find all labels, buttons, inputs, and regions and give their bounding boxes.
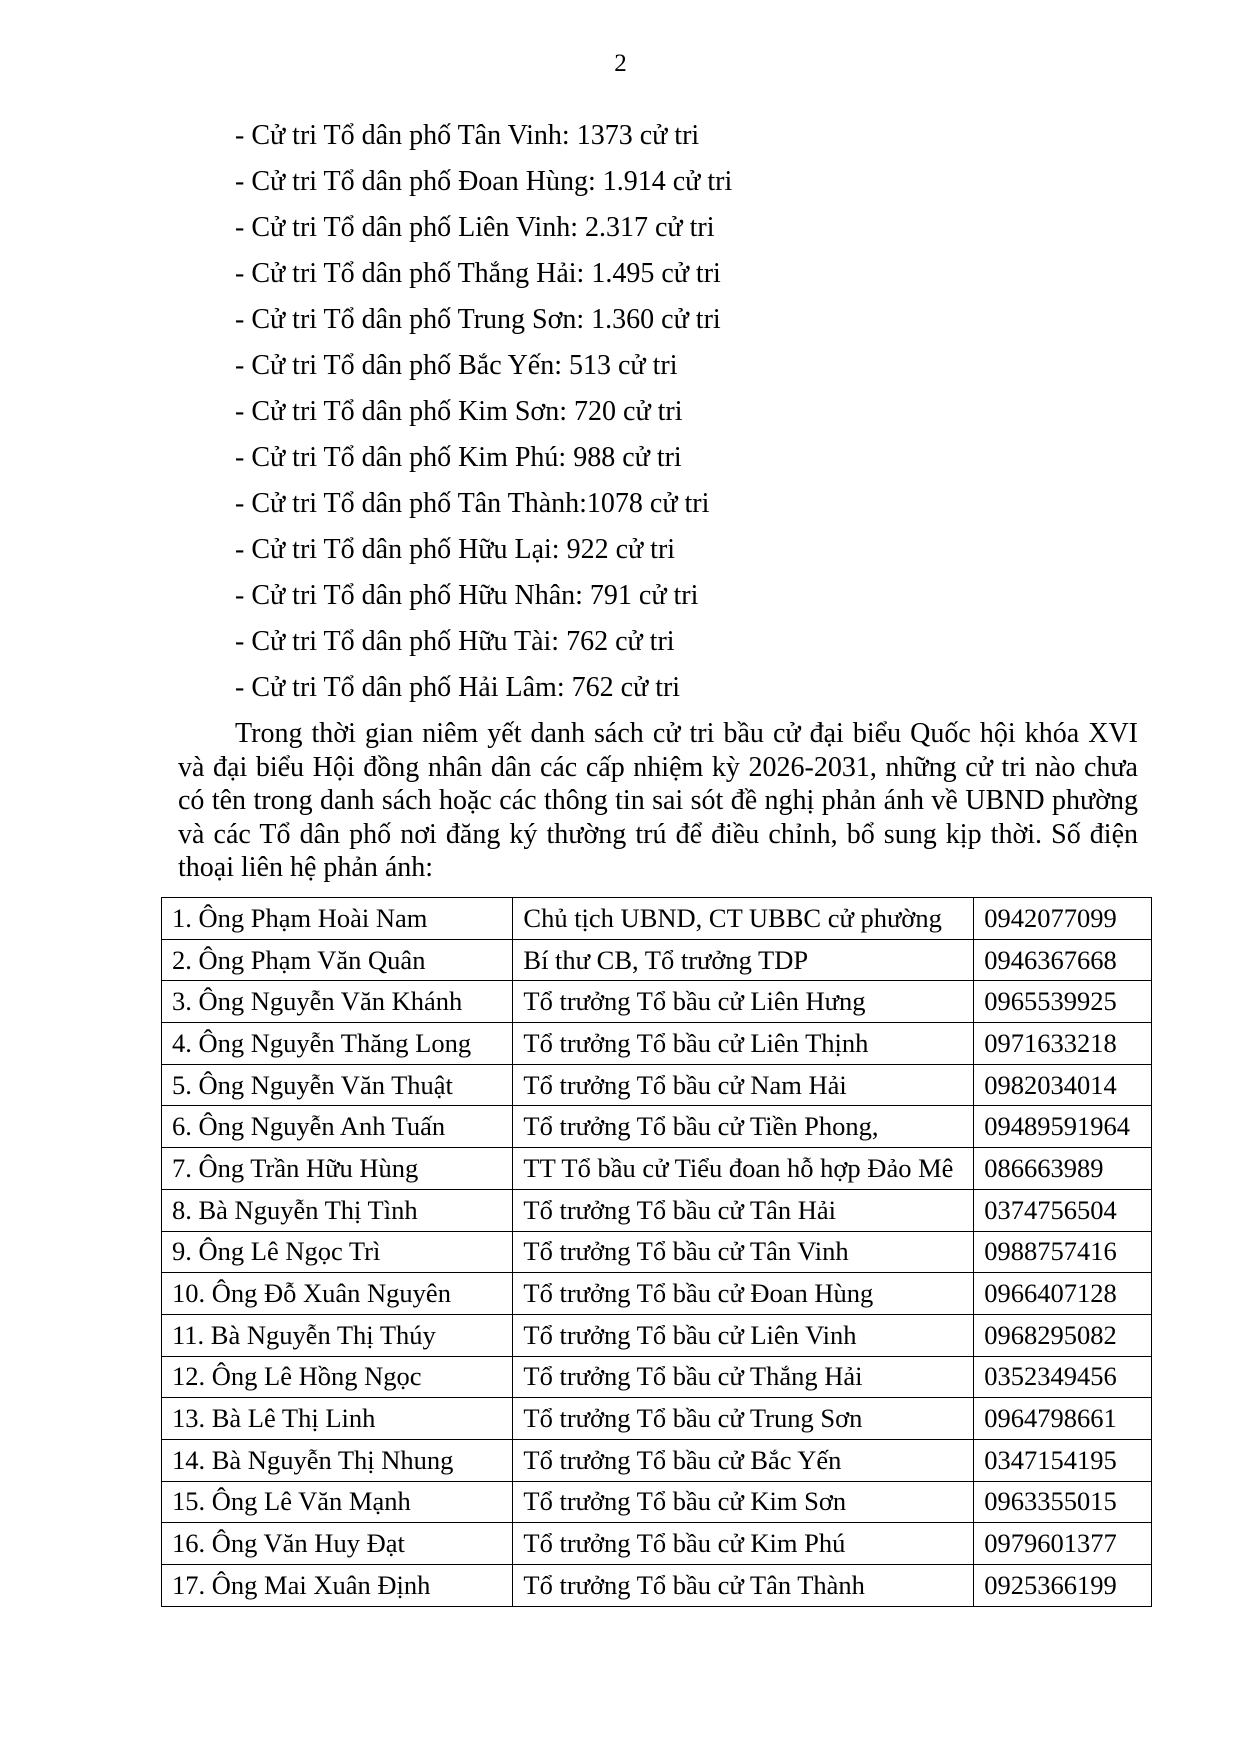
contact-phone-cell: 09489591964 bbox=[974, 1106, 1152, 1148]
contact-role-cell: Tổ trưởng Tổ bầu cử Liên Hưng bbox=[513, 981, 974, 1023]
voter-count-item: - Cử tri Tổ dân phố Hữu Nhân: 791 cử tri bbox=[235, 580, 699, 611]
contact-phone-cell: 0971633218 bbox=[974, 1023, 1152, 1065]
voter-count-list bbox=[235, 113, 732, 711]
voter-count-item: - Cử tri Tổ dân phố Kim Phú: 988 cử tri bbox=[235, 442, 682, 473]
contact-name-cell: 9. Ông Lê Ngọc Trì bbox=[162, 1231, 513, 1273]
contact-table bbox=[161, 897, 1152, 1607]
contact-phone-cell: 0946367668 bbox=[974, 939, 1152, 981]
contact-phone-cell: 0982034014 bbox=[974, 1064, 1152, 1106]
contact-role-cell: Tổ trưởng Tổ bầu cử Tân Thành bbox=[513, 1565, 974, 1607]
contact-phone-cell: 0347154195 bbox=[974, 1439, 1152, 1481]
voter-count-item: - Cử tri Tổ dân phố Tân Vinh: 1373 cử tri bbox=[235, 120, 700, 151]
table-row bbox=[162, 1481, 1152, 1523]
contact-name-cell: 10. Ông Đỗ Xuân Nguyên bbox=[162, 1273, 513, 1315]
contact-phone-cell: 0352349456 bbox=[974, 1356, 1152, 1398]
contact-role-cell: Tổ trưởng Tổ bầu cử Tiền Phong, bbox=[513, 1106, 974, 1148]
contact-name-cell: 6. Ông Nguyễn Anh Tuấn bbox=[162, 1106, 513, 1148]
contact-phone-cell: 086663989 bbox=[974, 1148, 1152, 1190]
contact-name-cell: 17. Ông Mai Xuân Định bbox=[162, 1565, 513, 1607]
voter-count-item: - Cử tri Tổ dân phố Đoan Hùng: 1.914 cử tri bbox=[235, 166, 733, 197]
contact-phone-cell: 0968295082 bbox=[974, 1314, 1152, 1356]
contact-name-cell: 3. Ông Nguyễn Văn Khánh bbox=[162, 981, 513, 1023]
contact-phone-cell: 0988757416 bbox=[974, 1231, 1152, 1273]
table-row bbox=[162, 939, 1152, 981]
voter-count-item: - Cử tri Tổ dân phố Hải Lâm: 762 cử tri bbox=[235, 672, 681, 703]
voter-count-item: - Cử tri Tổ dân phố Hữu Tài: 762 cử tri bbox=[235, 626, 675, 657]
voter-count-item: - Cử tri Tổ dân phố Bắc Yến: 513 cử tri bbox=[235, 350, 678, 381]
contact-phone-cell: 0942077099 bbox=[974, 898, 1152, 940]
table-row bbox=[162, 1398, 1152, 1440]
notice-paragraph: Trong thời gian niêm yết danh sách cử tri bầu cử đại biểu Quốc hội khóa XVI và đại biểu Hội đồng nhân dân các cấp nhiệm kỳ 2026-2031, những cử tri nào chưa có tên trong danh sách hoặc các thông tin sai sót đề nghị phản ánh về UBND phường và các Tổ dân phố nơi đăng ký thường trú để điều chỉnh, bổ sung kịp thời. Số điện thoại liên hệ phản ánh: bbox=[178, 718, 1138, 883]
table-row bbox=[162, 1565, 1152, 1607]
table-row bbox=[162, 1231, 1152, 1273]
contact-role-cell: Tổ trưởng Tổ bầu cử Trung Sơn bbox=[513, 1398, 974, 1440]
contact-role-cell: Tổ trưởng Tổ bầu cử Nam Hải bbox=[513, 1064, 974, 1106]
table-row bbox=[162, 1273, 1152, 1315]
voter-count-item: - Cử tri Tổ dân phố Tân Thành:1078 cử tri bbox=[235, 488, 710, 519]
contact-name-cell: 5. Ông Nguyễn Văn Thuật bbox=[162, 1064, 513, 1106]
contact-name-cell: 4. Ông Nguyễn Thăng Long bbox=[162, 1023, 513, 1065]
contact-role-cell: Tổ trưởng Tổ bầu cử Kim Phú bbox=[513, 1523, 974, 1565]
contact-role-cell: Tổ trưởng Tổ bầu cử Đoan Hùng bbox=[513, 1273, 974, 1315]
contact-phone-cell: 0966407128 bbox=[974, 1273, 1152, 1315]
contact-phone-cell: 0965539925 bbox=[974, 981, 1152, 1023]
contact-name-cell: 15. Ông Lê Văn Mạnh bbox=[162, 1481, 513, 1523]
contact-name-cell: 2. Ông Phạm Văn Quân bbox=[162, 939, 513, 981]
contact-role-cell: Tổ trưởng Tổ bầu cử Tân Vinh bbox=[513, 1231, 974, 1273]
contact-role-cell: Tổ trưởng Tổ bầu cử Thắng Hải bbox=[513, 1356, 974, 1398]
table-row bbox=[162, 981, 1152, 1023]
voter-count-item: - Cử tri Tổ dân phố Kim Sơn: 720 cử tri bbox=[235, 396, 683, 427]
contact-name-cell: 8. Bà Nguyễn Thị Tình bbox=[162, 1189, 513, 1231]
page-number: 2 bbox=[614, 50, 627, 77]
contact-role-cell: Bí thư CB, Tổ trưởng TDP bbox=[513, 939, 974, 981]
contact-phone-cell: 0374756504 bbox=[974, 1189, 1152, 1231]
contact-name-cell: 11. Bà Nguyễn Thị Thúy bbox=[162, 1314, 513, 1356]
contact-name-cell: 7. Ông Trần Hữu Hùng bbox=[162, 1148, 513, 1190]
contact-role-cell: Tổ trưởng Tổ bầu cử Liên Thịnh bbox=[513, 1023, 974, 1065]
table-row bbox=[162, 898, 1152, 940]
contact-role-cell: Chủ tịch UBND, CT UBBC cử phường bbox=[513, 898, 974, 940]
contact-name-cell: 1. Ông Phạm Hoài Nam bbox=[162, 898, 513, 940]
contact-role-cell: Tổ trưởng Tổ bầu cử Tân Hải bbox=[513, 1189, 974, 1231]
table-row bbox=[162, 1314, 1152, 1356]
contact-role-cell: TT Tổ bầu cử Tiểu đoan hỗ hợp Đảo Mê bbox=[513, 1148, 974, 1190]
table-row bbox=[162, 1189, 1152, 1231]
voter-count-item: - Cử tri Tổ dân phố Trung Sơn: 1.360 cử tri bbox=[235, 304, 721, 335]
contact-name-cell: 13. Bà Lê Thị Linh bbox=[162, 1398, 513, 1440]
table-row bbox=[162, 1356, 1152, 1398]
contact-role-cell: Tổ trưởng Tổ bầu cử Kim Sơn bbox=[513, 1481, 974, 1523]
table-row bbox=[162, 1523, 1152, 1565]
voter-count-item: - Cử tri Tổ dân phố Thắng Hải: 1.495 cử tri bbox=[235, 258, 721, 289]
contact-role-cell: Tổ trưởng Tổ bầu cử Liên Vinh bbox=[513, 1314, 974, 1356]
table-row bbox=[162, 1148, 1152, 1190]
table-row bbox=[162, 1439, 1152, 1481]
contact-phone-cell: 0979601377 bbox=[974, 1523, 1152, 1565]
table-row bbox=[162, 1064, 1152, 1106]
table-row bbox=[162, 1106, 1152, 1148]
contact-phone-cell: 0925366199 bbox=[974, 1565, 1152, 1607]
contact-phone-cell: 0963355015 bbox=[974, 1481, 1152, 1523]
table-row bbox=[162, 1023, 1152, 1065]
contact-phone-cell: 0964798661 bbox=[974, 1398, 1152, 1440]
contact-name-cell: 12. Ông Lê Hồng Ngọc bbox=[162, 1356, 513, 1398]
contact-name-cell: 14. Bà Nguyễn Thị Nhung bbox=[162, 1439, 513, 1481]
contact-name-cell: 16. Ông Văn Huy Đạt bbox=[162, 1523, 513, 1565]
voter-count-item: - Cử tri Tổ dân phố Hữu Lại: 922 cử tri bbox=[235, 534, 676, 565]
voter-count-item: - Cử tri Tổ dân phố Liên Vinh: 2.317 cử tri bbox=[235, 212, 715, 243]
contact-role-cell: Tổ trưởng Tổ bầu cử Bắc Yến bbox=[513, 1439, 974, 1481]
